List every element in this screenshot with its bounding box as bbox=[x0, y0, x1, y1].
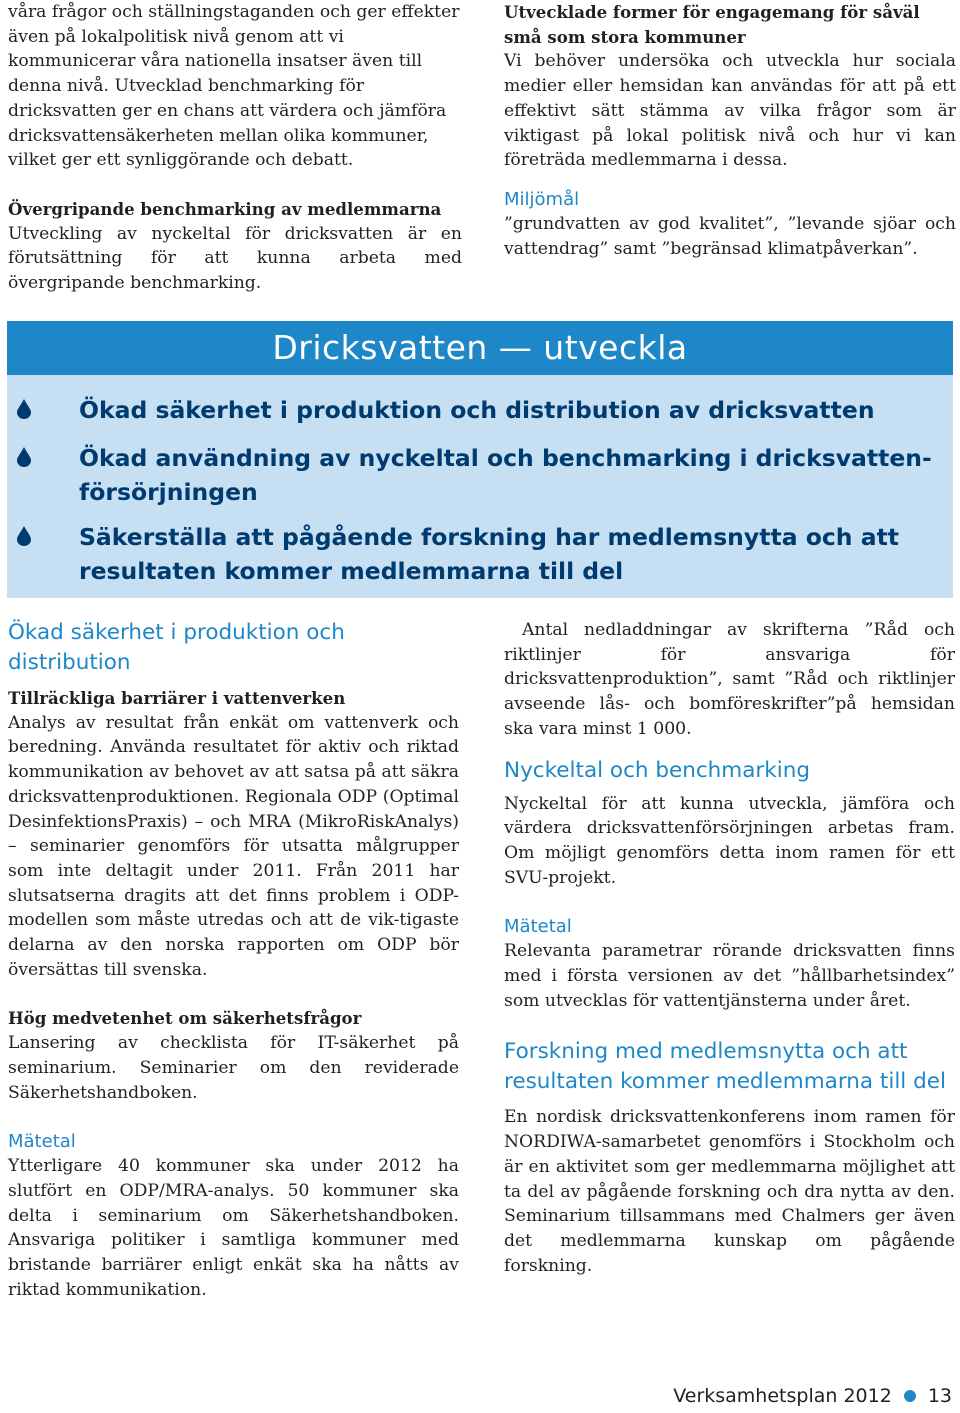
banner-title: Dricksvatten — utveckla bbox=[7, 321, 953, 375]
research-section-body: En nordisk dricksvattenkonferens inom ramen för NORDIWA-samarbetet genomförs i Stockholm och är en aktivitet som ger medlemmarna möjlighet att ta del av pågående forskning och dra nytta av den. Seminarium tillsammans med Chalmers ger även det medlemmarna kunskap om pågående forskning. bbox=[504, 1107, 955, 1276]
metric-heading: Mätetal bbox=[8, 1131, 76, 1153]
goal-item bbox=[17, 393, 947, 427]
bottom-right-column bbox=[504, 618, 955, 1278]
goal-text: Ökad användning av nyckeltal och benchmarking i dricksvatten-försörjningen bbox=[79, 444, 932, 506]
benchmarking-body: Utveckling av nyckeltal för dricksvatten är en förutsättning för att kunna arbeta med övergripande benchmarking. bbox=[8, 223, 462, 294]
benchmarking-section-heading: Nyckeltal och benchmarking bbox=[504, 757, 810, 783]
metric-body: Relevanta parametrar rörande dricksvatten finns med i första versionen av det ”hållbarhetsindex” som utvecklas för vattentjänsterna under året. bbox=[504, 941, 955, 1011]
page-number: 13 bbox=[927, 1385, 952, 1407]
goal-text: Säkerställa att pågående forskning har medlemsnytta och att resultaten kommer medlemmarna till del bbox=[79, 523, 900, 585]
goal-item bbox=[17, 441, 947, 509]
water-drop-icon bbox=[17, 399, 31, 419]
benchmarking-heading: Övergripande benchmarking av medlemmarna bbox=[8, 198, 442, 219]
downloads-paragraph: Antal nedladdningar av skrifterna ”Råd och riktlinjer för ansvariga för dricksvattenproduktion”, samt ”Råd och riktlinjer avseende lås- och bomföreskrifter”på hemsidan ska vara minst 1 000. bbox=[504, 620, 955, 739]
metric-heading: Mätetal bbox=[504, 916, 572, 938]
goals-banner bbox=[7, 321, 953, 598]
safety-section-heading: Ökad säkerhet i produktion och distribution bbox=[8, 620, 345, 675]
environment-goals-body: ”grundvatten av god kvalitet”, ”levande sjöar och vattendrag” samt ”begränsad klimatpåverkan”. bbox=[504, 213, 956, 259]
engagement-body: Vi behöver undersöka och utveckla hur sociala medier eller hemsidan kan användas för att på ett effektivt sätt stämma av vilka frågor som är viktigast på lokal politisk nivå och hur vi kan företräda medlemmarna i dessa. bbox=[504, 51, 956, 171]
water-drop-icon bbox=[17, 447, 31, 467]
barriers-body: Analys av resultat från enkät om vattenverk och beredning. Använda resultatet för aktiv och riktad kommunikation av behovet av att satsa på att säkra dricksvattenproduktionen. Regionala ODP (Optimal DesinfektionsPraxis) – och MRA (MikroRiskAnalys) – seminarier genomförs för utsatta målgrupper som inte deltagit under 2011. Från 2011 har slutsatserna dragits att det finns problem i ODP-modellen som måste utredas och att de vik-tigaste delarna av den norska rapporten om ODP bör översättas till svenska. bbox=[8, 712, 459, 980]
metric-body: Ytterligare 40 kommuner ska under 2012 ha slutfört en ODP/MRA-analys. 50 kommuner ska delta i seminarium om Säkerhetshandboken. Ansvariga politiker i samtliga kommuner med bristande barriärer enligt enkät ska ha nåtts av riktad kommunikation. bbox=[8, 1156, 459, 1300]
page-footer bbox=[673, 1381, 952, 1411]
top-left-column bbox=[8, 0, 462, 296]
intro-paragraph: våra frågor och ställningstaganden och ger effekter även på lokalpolitisk nivå genom att vi kommunicerar våra nationella insatser även till denna nivå. Utvecklad benchmarking för dricksvatten ger en chans att värdera och jämföra dricksvattensäkerheten mellan olika kommuner, vilket ger ett synliggörande och debatt. bbox=[8, 2, 460, 171]
water-drop-icon bbox=[17, 526, 31, 546]
goal-item bbox=[17, 520, 947, 588]
publication-title: Verksamhetsplan 2012 bbox=[673, 1385, 892, 1407]
bottom-left-column bbox=[8, 618, 459, 1302]
awareness-body: Lansering av checklista för IT-säkerhet på seminarium. Seminarier om den reviderade Säkerhetshandboken. bbox=[8, 1033, 459, 1103]
benchmarking-section-body: Nyckeltal för att kunna utveckla, jämföra och värdera dricksvattenförsörjningen arbetas fram. Om möjligt genomförs detta inom ramen för ett SVU-projekt. bbox=[504, 793, 955, 888]
barriers-heading: Tillräckliga barriärer i vattenverken bbox=[8, 688, 346, 708]
footer-dot-icon bbox=[904, 1390, 916, 1402]
goal-text: Ökad säkerhet i produktion och distribution av dricksvatten bbox=[79, 396, 875, 424]
top-right-column bbox=[504, 0, 956, 261]
research-section-heading: Forskning med medlemsnytta och att resultaten kommer medlemmarna till del bbox=[504, 1039, 946, 1095]
environment-goals-heading: Miljömål bbox=[504, 188, 580, 210]
engagement-heading: Utvecklade former för engagemang för såväl små som stora kommuner bbox=[504, 2, 920, 47]
awareness-heading: Hög medvetenhet om säkerhetsfrågor bbox=[8, 1008, 362, 1029]
